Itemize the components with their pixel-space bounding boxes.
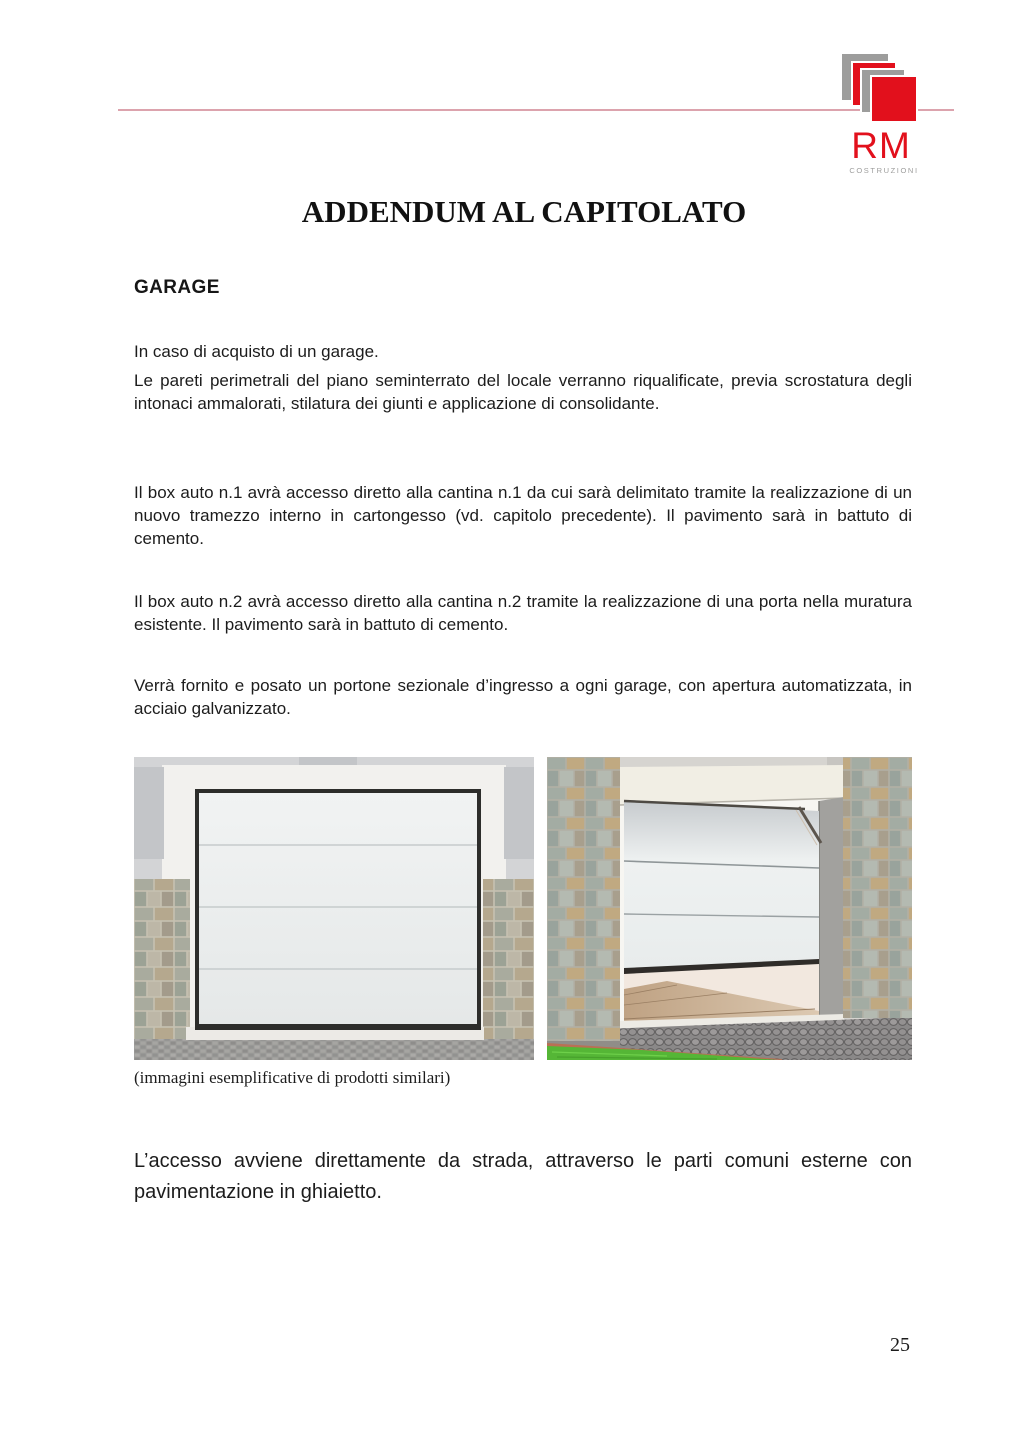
logo-square-red-front	[870, 75, 918, 123]
garage-door-open-figure	[547, 757, 912, 1060]
paragraph-intro: In caso di acquisto di un garage.	[134, 342, 379, 361]
garage-door-closed-image	[134, 757, 534, 1060]
garage-door-open-image	[547, 757, 912, 1060]
paragraph-access: L’accesso avviene direttamente da strada, attraverso le parti comuni esterne con pavimentazione in ghiaietto.	[134, 1150, 912, 1203]
section-heading-garage: GARAGE	[134, 277, 220, 298]
page-title: ADDENDUM AL CAPITOLATO	[301, 194, 747, 229]
garage-door-closed-figure	[134, 757, 534, 1060]
logo-subtitle: COSTRUZIONI	[849, 166, 919, 175]
logo-squares-icon	[842, 54, 920, 124]
figure-caption: (immagini esemplificative di prodotti similari)	[134, 1068, 451, 1087]
company-logo	[842, 54, 922, 175]
paragraph-walls: Le pareti perimetrali del piano seminterrato del locale verranno riqualificate, previa scrostatura degli intonaci ammalorati, stilatura dei giunti e applicazione di consolidante.	[134, 371, 912, 413]
page-number: 25	[890, 1334, 910, 1356]
paragraph-box2: Il box auto n.2 avrà accesso diretto alla cantina n.2 tramite la realizzazione di una porta nella muratura esistente. Il pavimento sarà in battuto di cemento.	[134, 592, 912, 634]
paragraph-sectional-door: Verrà fornito e posato un portone sezionale d’ingresso a ogni garage, con apertura automatizzata, in acciaio galvanizzato.	[134, 676, 912, 718]
paragraph-box1: Il box auto n.1 avrà accesso diretto alla cantina n.1 da cui sarà delimitato tramite la realizzazione di un nuovo tramezzo interno in cartongesso (vd. capitolo precedente). Il pavimento sarà in battuto di cemento.	[134, 483, 912, 548]
logo-initials: RM	[851, 125, 911, 166]
header-rule	[118, 109, 954, 111]
